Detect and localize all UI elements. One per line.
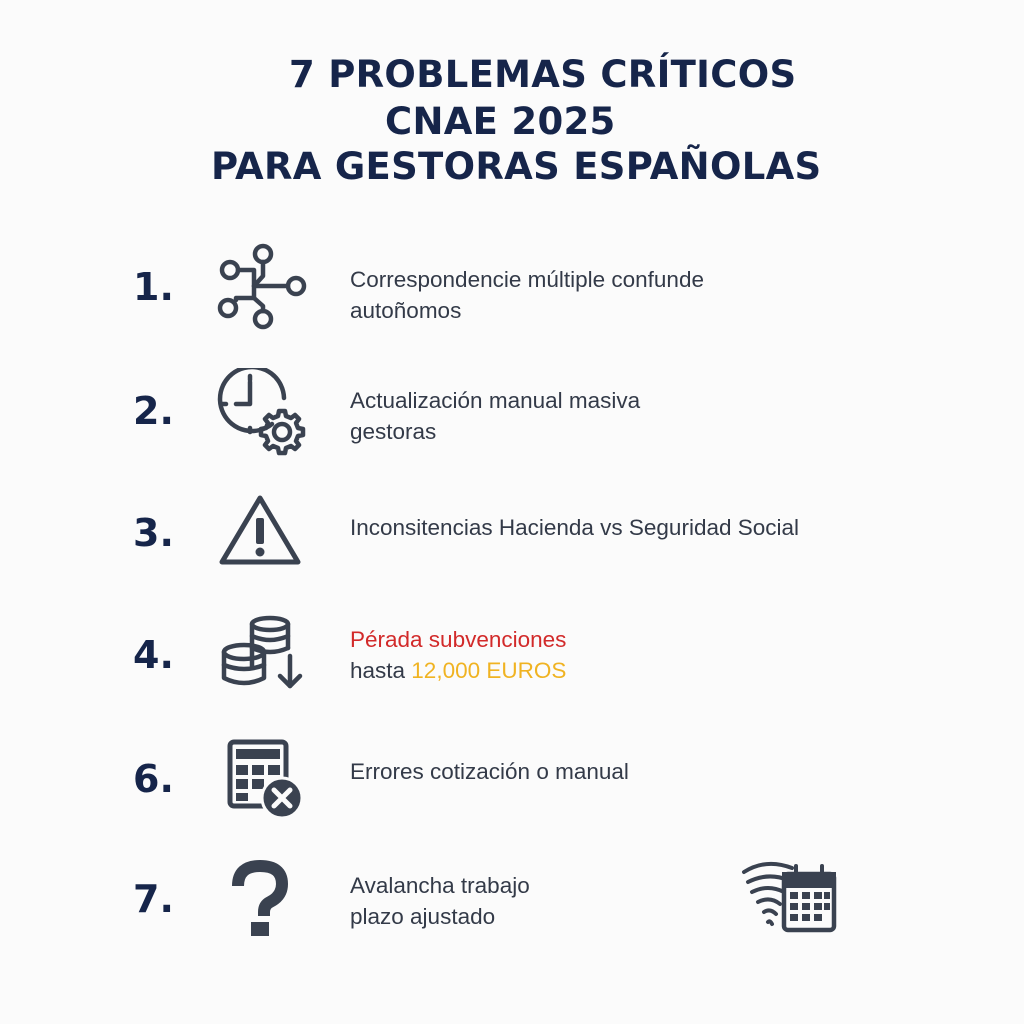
- question-mark-icon: [214, 858, 310, 954]
- problem-text-line-1: Actualización manual masiva: [350, 388, 641, 413]
- problem-number: 1.: [133, 265, 174, 309]
- problem-text-line-1: Avalancha trabajo: [350, 873, 530, 898]
- problem-item-7: [0, 858, 1024, 978]
- problem-number: 4.: [133, 633, 174, 677]
- amount-highlight: 12,000 EUROS: [411, 658, 567, 683]
- network-nodes-icon: [214, 240, 310, 336]
- clock-gear-icon: [214, 368, 310, 464]
- problem-text-prefix: hasta: [350, 658, 412, 683]
- problem-text-line-1: Inconsitencias Hacienda vs Seguridad Social: [350, 515, 800, 540]
- problem-text-line-2: plazo ajustado: [350, 904, 496, 929]
- problem-text-line-2: gestoras: [350, 419, 437, 444]
- problem-text-line-1: Correspondencie múltiple confunde: [350, 267, 704, 292]
- problem-text-line-1: Pérada subvenciones: [350, 627, 567, 652]
- title-line-1: 7 PROBLEMAS CRÍTICOS: [289, 53, 797, 96]
- problem-item-6: [0, 738, 1024, 858]
- coins-down-arrow-icon: [214, 612, 310, 708]
- problem-number: 7.: [133, 877, 174, 921]
- problem-item-4: [0, 612, 1024, 732]
- problem-text-line-2: [350, 655, 566, 686]
- warning-triangle-icon: [214, 490, 310, 586]
- problem-item-1: [0, 240, 1024, 360]
- problem-text-line-1: Errores cotización o manual: [350, 759, 629, 784]
- title-line-3: PARA GESTORAS ESPAÑOLAS: [211, 145, 822, 188]
- tornado-calendar-icon: [740, 858, 840, 938]
- problem-number: 3.: [133, 511, 174, 555]
- problem-number: 2.: [133, 389, 174, 433]
- calculator-error-icon: [214, 738, 310, 834]
- problem-item-2: [0, 368, 1024, 488]
- problem-number: 6.: [133, 757, 174, 801]
- title-line-2: CNAE 2025: [385, 100, 616, 143]
- problem-item-3: [0, 490, 1024, 610]
- problem-text-line-2: autoñomos: [350, 298, 462, 323]
